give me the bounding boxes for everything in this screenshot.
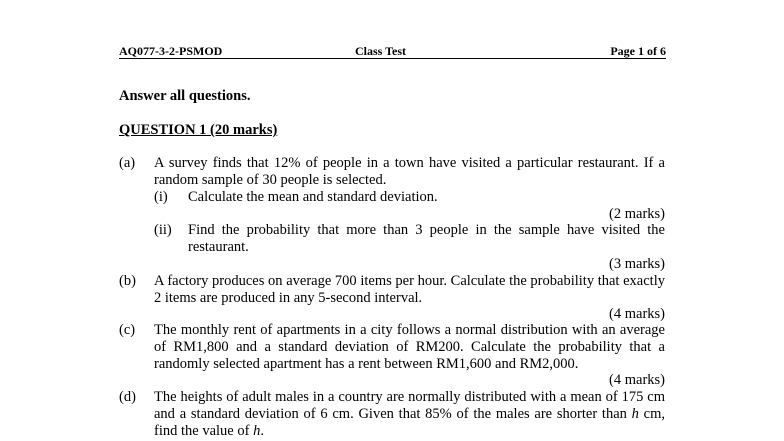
part-a-ii-text: Find the probability that more than 3 people in the sample have visited the restaurant. bbox=[188, 222, 665, 255]
part-a-i-label: (i) bbox=[154, 189, 168, 205]
part-c-marks: (4 marks) bbox=[609, 372, 665, 388]
document-title: Class Test bbox=[355, 44, 407, 58]
part-d-text bbox=[154, 389, 665, 440]
part-b-text: A factory produces on average 700 items per hour. Calculate the probability that exactly 2 items are produced in any 5-second interval. bbox=[154, 273, 665, 306]
part-a-i-marks: (2 marks) bbox=[609, 206, 665, 222]
part-b-label: (b) bbox=[119, 273, 136, 289]
variable-h: h bbox=[631, 406, 639, 422]
part-a-ii-marks: (3 marks) bbox=[609, 256, 665, 272]
part-d-label: (d) bbox=[119, 389, 136, 405]
variable-h-2: h bbox=[253, 423, 261, 439]
part-c-label: (c) bbox=[119, 322, 136, 338]
part-a-text: A survey finds that 12% of people in a town have visited a particular restaurant. If a random sample of 30 people is selected. bbox=[154, 155, 665, 188]
instruction: Answer all questions. bbox=[119, 88, 251, 104]
question-heading: QUESTION 1 (20 marks) bbox=[119, 122, 278, 138]
page-number: Page 1 of 6 bbox=[610, 44, 666, 58]
header-rule bbox=[119, 58, 666, 59]
part-d-text-end: . bbox=[260, 423, 264, 439]
part-c-text: The monthly rent of apartments in a city follows a normal distribution with an average of RM1,800 and a standard deviation of RM200. Calculate the probability that a randomly selected apartment has a rent between RM1,600 and RM2,000. bbox=[154, 322, 665, 372]
part-b-marks: (4 marks) bbox=[609, 306, 665, 322]
part-d-text-mid: cm, find the value of bbox=[154, 406, 665, 439]
part-d-text-before: The heights of adult males in a country are normally distributed with a mean of 175 cm and a standard deviation of 6 cm. Given that 85% of the males are shorter than bbox=[154, 389, 665, 422]
part-a-i-text: Calculate the mean and standard deviation. bbox=[188, 189, 438, 205]
document-code: AQ077-3-2-PSMOD bbox=[119, 44, 223, 58]
part-a-label: (a) bbox=[119, 155, 136, 171]
part-a-ii-label: (ii) bbox=[154, 222, 172, 238]
